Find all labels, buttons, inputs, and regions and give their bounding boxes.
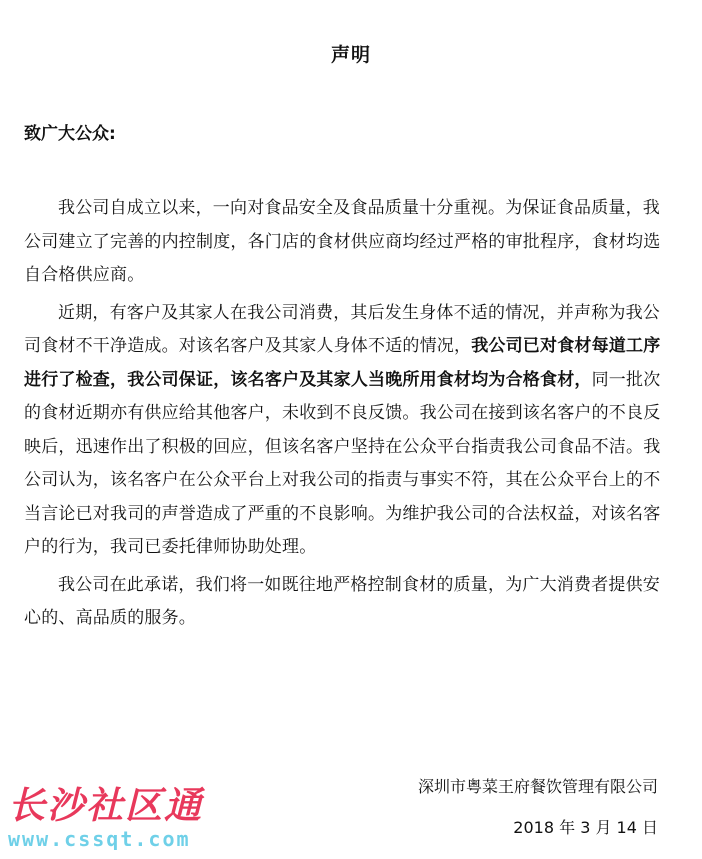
- paragraph-2-rest: 同一批次的食材近期亦有供应给其他客户，未收到不良反馈。我公司在接到该名客户的不良反映后，迅速作出了积极的回应，但该名客户坚持在公众平台指责我公司食品不洁。我公司认为，该名客户在公众平台上对我公司的指责与事实不符，其在公众平台上的不当言论已对我司的声誉造成了严重的不良影响。为维护我公司的合法权益，对该名客户的行为，我司已委托律师协助处理。: [24, 369, 661, 557]
- paragraph-2-intro: 近期，有客户及其家人在我公司消费，其后发生身体不适的情况，并声称为我公司食材不干净造成。对该名客户及其家人身体不适的情况，: [24, 302, 660, 356]
- signature-company: 深圳市粤菜王府餐饮管理有限公司: [417, 777, 658, 796]
- paragraph-2-bold-guarantee: 我公司已对食材每道工序进行了检查，我公司保证，该名客户及其家人当晚所用食材均为合格食材，: [24, 336, 661, 390]
- statement-body: [24, 192, 664, 636]
- document-title: 声明: [330, 44, 371, 66]
- salutation: 致广大公众:: [24, 124, 116, 144]
- paragraph-1: 我公司自成立以来，一向对食品安全及食品质量十分重视。为保证食品质量，我公司建立了完善的内控制度，各门店的食材供应商均经过严格的审批程序，食材均选自合格供应商。: [24, 198, 661, 285]
- paragraph-3: 我公司在此承诺，我们将一如既往地严格控制食材的质量，为广大消费者提供安心的、高品质的服务。: [24, 574, 660, 628]
- site-watermark: [8, 786, 203, 851]
- watermark-url: www.cssqt.com: [8, 827, 191, 851]
- signature-date: 2018 年 3 月 14 日: [513, 818, 658, 837]
- paragraph-2: [24, 297, 664, 565]
- watermark-brand: 长沙社区通: [8, 784, 203, 827]
